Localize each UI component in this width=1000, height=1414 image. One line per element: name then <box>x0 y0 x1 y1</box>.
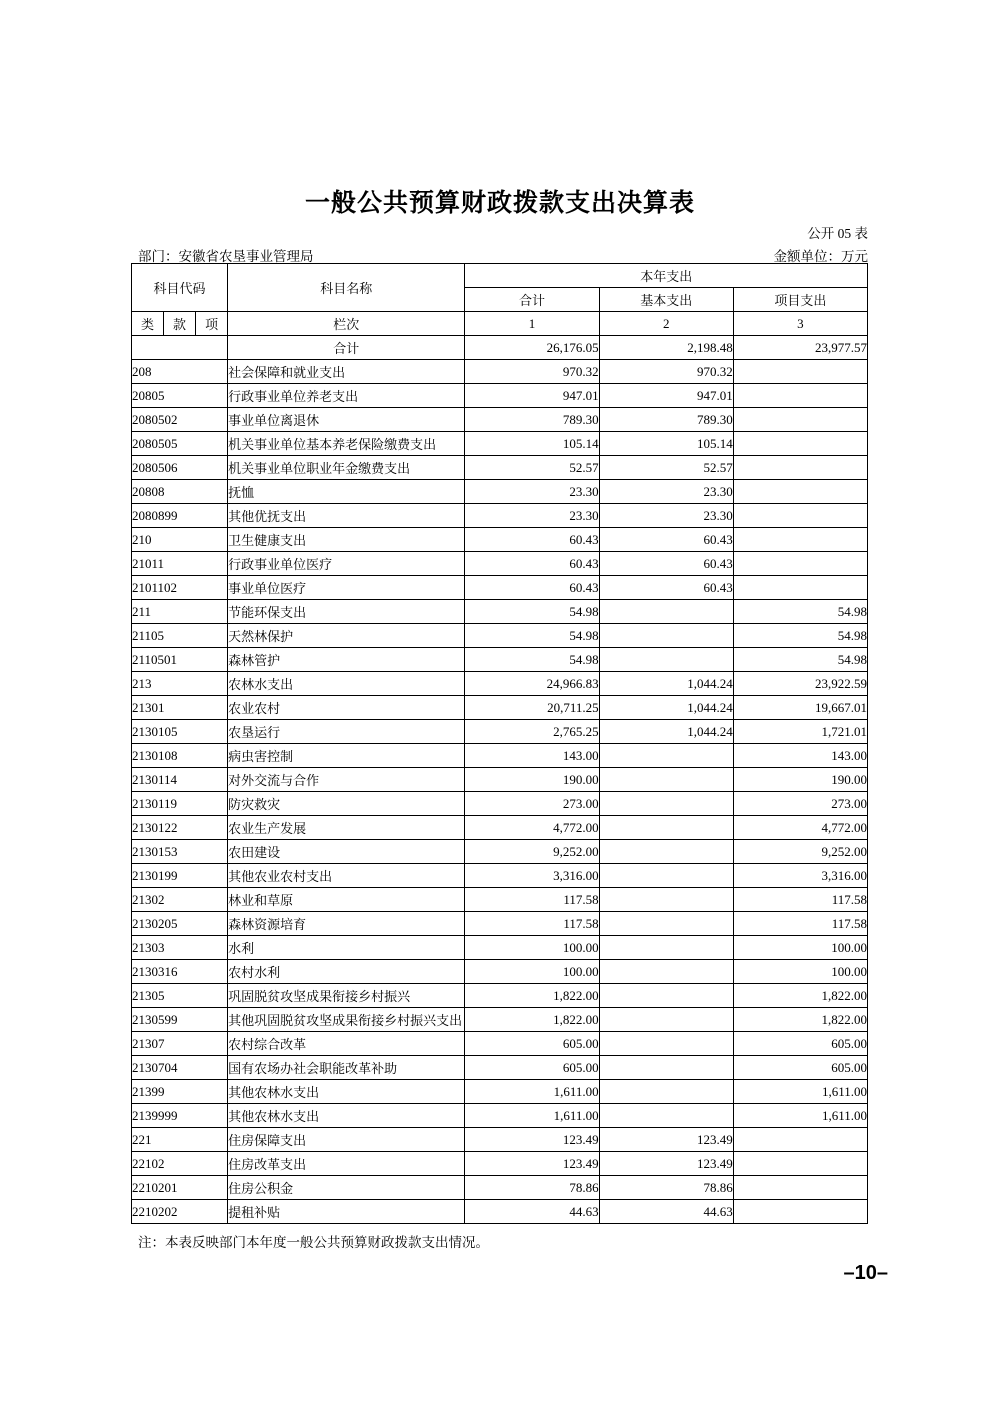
row-basic <box>599 936 733 960</box>
row-basic <box>599 912 733 936</box>
row-name: 农村综合改革 <box>228 1032 465 1056</box>
row-basic <box>599 648 733 672</box>
row-name: 其他农林水支出 <box>228 1080 465 1104</box>
row-name: 机关事业单位基本养老保险缴费支出 <box>228 432 465 456</box>
row-name: 住房改革支出 <box>228 1152 465 1176</box>
row-total: 123.49 <box>465 1152 599 1176</box>
row-code: 2130119 <box>132 792 228 816</box>
row-name: 农田建设 <box>228 840 465 864</box>
table-row <box>132 1104 868 1128</box>
row-total: 24,966.83 <box>465 672 599 696</box>
row-code: 21305 <box>132 984 228 1008</box>
row-project: 3,316.00 <box>733 864 867 888</box>
row-basic: 105.14 <box>599 432 733 456</box>
table-body <box>132 336 868 1224</box>
row-name: 病虫害控制 <box>228 744 465 768</box>
row-name: 森林管护 <box>228 648 465 672</box>
page-title: 一般公共预算财政拨款支出决算表 <box>304 189 695 217</box>
row-basic: 60.43 <box>599 528 733 552</box>
row-name: 森林资源培育 <box>228 912 465 936</box>
row-project: 605.00 <box>733 1032 867 1056</box>
row-basic: 60.43 <box>599 576 733 600</box>
row-basic <box>599 1008 733 1032</box>
table-row <box>132 1056 868 1080</box>
row-total: 3,316.00 <box>465 864 599 888</box>
row-name: 抚恤 <box>228 480 465 504</box>
row-total: 100.00 <box>465 936 599 960</box>
budget-expenditure-table <box>131 263 868 1224</box>
row-code: 2101102 <box>132 576 228 600</box>
row-basic <box>599 816 733 840</box>
row-project: 1,822.00 <box>733 984 867 1008</box>
total-row-code <box>132 336 228 360</box>
row-code: 21302 <box>132 888 228 912</box>
table-row <box>132 936 868 960</box>
row-code: 2210201 <box>132 1176 228 1200</box>
total-row-total: 26,176.05 <box>465 336 599 360</box>
row-name: 卫生健康支出 <box>228 528 465 552</box>
row-total: 117.58 <box>465 912 599 936</box>
row-total: 1,611.00 <box>465 1080 599 1104</box>
header-total: 合计 <box>465 288 599 312</box>
table-header-row-1 <box>132 264 868 288</box>
department-label: 部门：安徽省农垦事业管理局 <box>138 249 314 264</box>
row-code: 2080899 <box>132 504 228 528</box>
table-row <box>132 360 868 384</box>
row-basic <box>599 744 733 768</box>
row-total: 2,765.25 <box>465 720 599 744</box>
row-code: 2130599 <box>132 1008 228 1032</box>
row-project <box>733 528 867 552</box>
header-col-2: 2 <box>599 312 733 336</box>
row-total: 54.98 <box>465 600 599 624</box>
table-row <box>132 480 868 504</box>
table-header-row-3 <box>132 312 868 336</box>
row-basic <box>599 600 733 624</box>
row-project: 117.58 <box>733 888 867 912</box>
row-basic: 1,044.24 <box>599 672 733 696</box>
table-row <box>132 432 868 456</box>
table-row <box>132 1080 868 1104</box>
row-project <box>733 1176 867 1200</box>
amount-unit-label: 金额单位：万元 <box>773 249 868 264</box>
row-total: 20,711.25 <box>465 696 599 720</box>
table-row <box>132 1128 868 1152</box>
row-name: 农垦运行 <box>228 720 465 744</box>
row-basic <box>599 840 733 864</box>
row-project: 1,611.00 <box>733 1104 867 1128</box>
table-row <box>132 960 868 984</box>
table-row <box>132 984 868 1008</box>
row-code: 2130199 <box>132 864 228 888</box>
row-total: 54.98 <box>465 648 599 672</box>
row-project <box>733 360 867 384</box>
row-basic: 23.30 <box>599 504 733 528</box>
row-code: 213 <box>132 672 228 696</box>
row-total: 105.14 <box>465 432 599 456</box>
table-row <box>132 504 868 528</box>
row-name: 防灾救灾 <box>228 792 465 816</box>
row-name: 对外交流与合作 <box>228 768 465 792</box>
row-total: 52.57 <box>465 456 599 480</box>
row-name: 机关事业单位职业年金缴费支出 <box>228 456 465 480</box>
row-total: 789.30 <box>465 408 599 432</box>
table-row <box>132 744 868 768</box>
row-total: 117.58 <box>465 888 599 912</box>
row-code: 2130153 <box>132 840 228 864</box>
table-row <box>132 552 868 576</box>
row-project <box>733 504 867 528</box>
row-code: 22102 <box>132 1152 228 1176</box>
row-basic <box>599 792 733 816</box>
table-row <box>132 768 868 792</box>
row-name: 国有农场办社会职能改革补助 <box>228 1056 465 1080</box>
row-name: 行政事业单位医疗 <box>228 552 465 576</box>
row-project: 1,822.00 <box>733 1008 867 1032</box>
table-row <box>132 1176 868 1200</box>
row-name: 其他巩固脱贫攻坚成果衔接乡村振兴支出 <box>228 1008 465 1032</box>
row-total: 605.00 <box>465 1056 599 1080</box>
row-total: 4,772.00 <box>465 816 599 840</box>
row-project: 100.00 <box>733 960 867 984</box>
row-code: 21301 <box>132 696 228 720</box>
row-project <box>733 1200 867 1224</box>
row-basic <box>599 960 733 984</box>
row-name: 农业农村 <box>228 696 465 720</box>
row-code: 21105 <box>132 624 228 648</box>
row-project: 54.98 <box>733 624 867 648</box>
table-row <box>132 816 868 840</box>
row-basic: 44.63 <box>599 1200 733 1224</box>
row-code: 20805 <box>132 384 228 408</box>
row-name: 节能环保支出 <box>228 600 465 624</box>
row-basic: 123.49 <box>599 1128 733 1152</box>
row-code: 2130704 <box>132 1056 228 1080</box>
total-row-project: 23,977.57 <box>733 336 867 360</box>
row-project <box>733 576 867 600</box>
row-code: 20808 <box>132 480 228 504</box>
row-name: 行政事业单位养老支出 <box>228 384 465 408</box>
row-name: 事业单位离退休 <box>228 408 465 432</box>
table-row <box>132 1152 868 1176</box>
row-total: 44.63 <box>465 1200 599 1224</box>
table-row <box>132 864 868 888</box>
table-row <box>132 672 868 696</box>
row-code: 2130105 <box>132 720 228 744</box>
row-basic: 789.30 <box>599 408 733 432</box>
row-name: 天然林保护 <box>228 624 465 648</box>
table-row <box>132 840 868 864</box>
row-project: 54.98 <box>733 600 867 624</box>
row-total: 23.30 <box>465 480 599 504</box>
row-project: 4,772.00 <box>733 816 867 840</box>
header-lei: 类 <box>132 312 163 335</box>
row-name: 提租补贴 <box>228 1200 465 1224</box>
table-row <box>132 456 868 480</box>
row-basic: 52.57 <box>599 456 733 480</box>
row-project <box>733 408 867 432</box>
row-name: 其他农业农村支出 <box>228 864 465 888</box>
header-col-1: 1 <box>465 312 599 336</box>
form-number: 公开 05 表 <box>807 226 868 241</box>
row-code: 2080505 <box>132 432 228 456</box>
table-row <box>132 600 868 624</box>
row-total: 100.00 <box>465 960 599 984</box>
table-row <box>132 1008 868 1032</box>
table-row <box>132 888 868 912</box>
row-name: 水利 <box>228 936 465 960</box>
row-name: 农村水利 <box>228 960 465 984</box>
row-project: 1,611.00 <box>733 1080 867 1104</box>
row-code: 2130316 <box>132 960 228 984</box>
header-basic: 基本支出 <box>599 288 733 312</box>
row-name: 林业和草原 <box>228 888 465 912</box>
row-code: 2210202 <box>132 1200 228 1224</box>
table-row <box>132 1200 868 1224</box>
table-row <box>132 576 868 600</box>
row-code: 2080506 <box>132 456 228 480</box>
row-project: 605.00 <box>733 1056 867 1080</box>
table-row <box>132 696 868 720</box>
table-row <box>132 912 868 936</box>
row-project: 273.00 <box>733 792 867 816</box>
row-total: 54.98 <box>465 624 599 648</box>
header-name: 科目名称 <box>228 264 465 312</box>
table-row <box>132 384 868 408</box>
row-project: 100.00 <box>733 936 867 960</box>
row-total: 1,822.00 <box>465 984 599 1008</box>
row-name: 住房保障支出 <box>228 1128 465 1152</box>
header-row-label: 栏次 <box>228 312 465 336</box>
row-total: 1,611.00 <box>465 1104 599 1128</box>
row-total: 78.86 <box>465 1176 599 1200</box>
row-project <box>733 1128 867 1152</box>
row-basic: 23.30 <box>599 480 733 504</box>
total-row-basic: 2,198.48 <box>599 336 733 360</box>
row-basic: 947.01 <box>599 384 733 408</box>
row-total: 190.00 <box>465 768 599 792</box>
row-project: 9,252.00 <box>733 840 867 864</box>
row-basic <box>599 1104 733 1128</box>
row-name: 巩固脱贫攻坚成果衔接乡村振兴 <box>228 984 465 1008</box>
header-xiang: 项 <box>205 317 219 332</box>
row-code: 2130205 <box>132 912 228 936</box>
row-basic <box>599 624 733 648</box>
row-basic <box>599 864 733 888</box>
row-total: 605.00 <box>465 1032 599 1056</box>
row-code: 210 <box>132 528 228 552</box>
row-project: 143.00 <box>733 744 867 768</box>
row-basic: 78.86 <box>599 1176 733 1200</box>
row-total: 970.32 <box>465 360 599 384</box>
row-basic: 970.32 <box>599 360 733 384</box>
row-name: 事业单位医疗 <box>228 576 465 600</box>
row-total: 60.43 <box>465 552 599 576</box>
header-code-group: 科目代码 <box>132 264 228 312</box>
table-row <box>132 408 868 432</box>
row-basic <box>599 1080 733 1104</box>
row-basic <box>599 888 733 912</box>
row-basic <box>599 1056 733 1080</box>
row-total: 23.30 <box>465 504 599 528</box>
row-project <box>733 1152 867 1176</box>
row-project <box>733 552 867 576</box>
row-code: 2110501 <box>132 648 228 672</box>
row-code: 21307 <box>132 1032 228 1056</box>
row-total: 60.43 <box>465 576 599 600</box>
header-project: 项目支出 <box>733 288 867 312</box>
row-project: 1,721.01 <box>733 720 867 744</box>
row-total: 273.00 <box>465 792 599 816</box>
row-basic: 123.49 <box>599 1152 733 1176</box>
row-total: 123.49 <box>465 1128 599 1152</box>
row-code: 2130114 <box>132 768 228 792</box>
row-total: 1,822.00 <box>465 1008 599 1032</box>
row-name: 住房公积金 <box>228 1176 465 1200</box>
total-row-label: 合计 <box>228 336 465 360</box>
row-project <box>733 432 867 456</box>
row-project <box>733 384 867 408</box>
row-name: 农林水支出 <box>228 672 465 696</box>
table-total-row <box>132 336 868 360</box>
row-code: 2130108 <box>132 744 228 768</box>
page-number: –10– <box>843 1262 888 1284</box>
row-basic <box>599 1032 733 1056</box>
row-project: 54.98 <box>733 648 867 672</box>
row-total: 60.43 <box>465 528 599 552</box>
row-project: 23,922.59 <box>733 672 867 696</box>
row-basic: 60.43 <box>599 552 733 576</box>
row-code: 2139999 <box>132 1104 228 1128</box>
row-code: 208 <box>132 360 228 384</box>
row-basic: 1,044.24 <box>599 696 733 720</box>
row-name: 其他优抚支出 <box>228 504 465 528</box>
row-name: 农业生产发展 <box>228 816 465 840</box>
table-row <box>132 528 868 552</box>
row-project <box>733 480 867 504</box>
row-code: 21011 <box>132 552 228 576</box>
row-code: 221 <box>132 1128 228 1152</box>
row-code: 2130122 <box>132 816 228 840</box>
row-project: 190.00 <box>733 768 867 792</box>
row-name: 其他农林水支出 <box>228 1104 465 1128</box>
row-total: 9,252.00 <box>465 840 599 864</box>
row-basic: 1,044.24 <box>599 720 733 744</box>
header-kuan: 款 <box>163 312 195 335</box>
row-code: 211 <box>132 600 228 624</box>
row-code: 21399 <box>132 1080 228 1104</box>
table-row <box>132 792 868 816</box>
header-col-3: 3 <box>733 312 867 336</box>
table-row <box>132 1032 868 1056</box>
row-code: 2080502 <box>132 408 228 432</box>
table-row <box>132 720 868 744</box>
row-project: 19,667.01 <box>733 696 867 720</box>
header-current-year: 本年支出 <box>465 264 868 288</box>
table-row <box>132 624 868 648</box>
row-code: 21303 <box>132 936 228 960</box>
row-basic <box>599 984 733 1008</box>
row-total: 947.01 <box>465 384 599 408</box>
row-name: 社会保障和就业支出 <box>228 360 465 384</box>
row-project: 117.58 <box>733 912 867 936</box>
row-total: 143.00 <box>465 744 599 768</box>
table-row <box>132 648 868 672</box>
row-basic <box>599 768 733 792</box>
table-note: 注：本表反映部门本年度一般公共预算财政拨款支出情况。 <box>138 1235 489 1250</box>
row-project <box>733 456 867 480</box>
